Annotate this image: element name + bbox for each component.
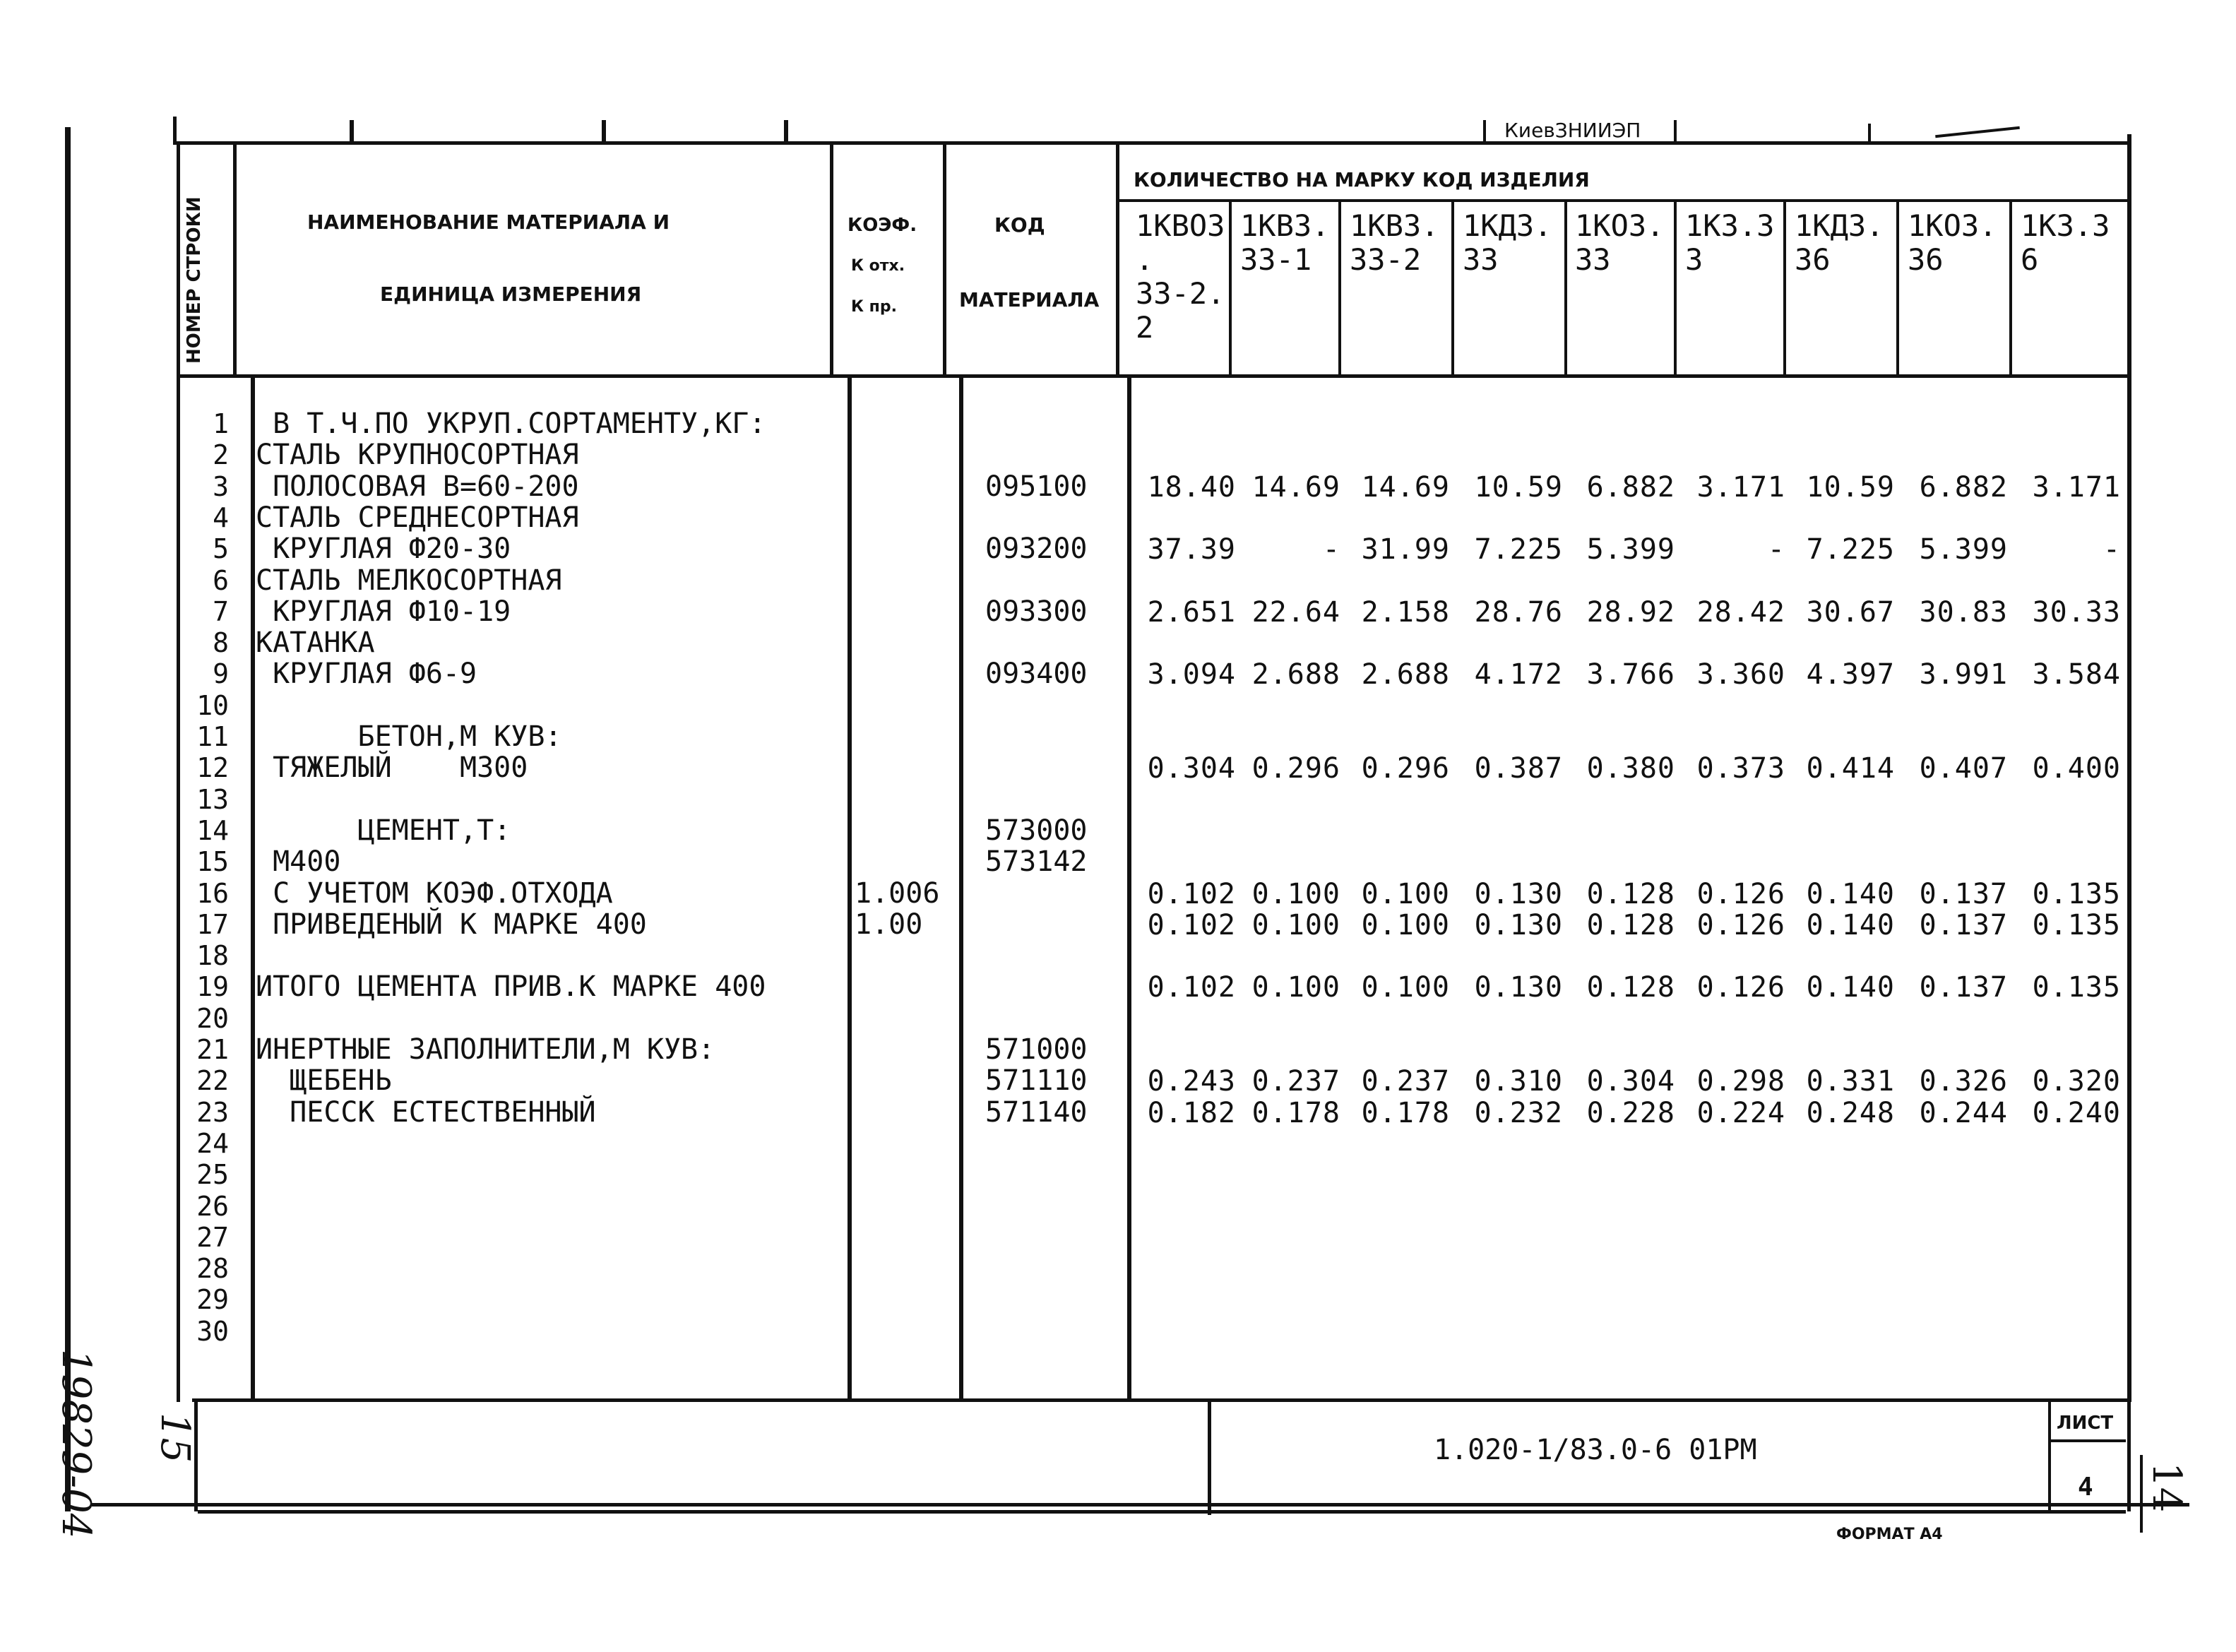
row-number: 29 (196, 1284, 229, 1316)
quantity-value: 22.64 (1251, 595, 1340, 629)
quantity-value: 0.102 (1147, 877, 1236, 910)
row-number: 12 (196, 752, 229, 784)
quantity-value: 0.407 (1919, 752, 2008, 785)
row-number: 8 (213, 627, 229, 659)
quantity-value: 0.400 (2032, 752, 2121, 785)
quantity-value: 3.171 (2032, 470, 2121, 504)
quantity-value: 6.882 (1586, 470, 1675, 504)
quantity-value: 2.688 (1251, 658, 1340, 691)
quantity-value: 0.126 (1696, 971, 1785, 1004)
material-name: ИТОГО ЦЕМЕНТА ПРИВ.К МАРКЕ 400 (256, 970, 766, 1004)
sheet-label: ЛИСТ (2057, 1413, 2114, 1434)
outer-bottom-border (92, 1503, 2189, 1507)
product-column-header-line: 33-2. (1136, 276, 1225, 311)
quantity-value: 0.137 (1919, 877, 2008, 910)
row-number-header: НОМЕР СТРОКИ (184, 196, 205, 364)
product-column-header (2021, 209, 2110, 277)
material-name: СТАЛЬ СРЕДНЕСОРТНАЯ (256, 501, 579, 534)
row-number: 9 (213, 658, 229, 690)
quantity-value: 0.296 (1251, 752, 1340, 785)
quantity-value: 30.67 (1806, 595, 1895, 629)
quantity-value: 0.298 (1696, 1065, 1785, 1098)
row-number: 28 (196, 1253, 229, 1285)
quantity-value: 3.991 (1919, 658, 2008, 691)
row-number: 22 (196, 1065, 229, 1097)
product-column-header-line: 36 (1795, 242, 1831, 277)
name-header-line1: НАИМЕНОВАНИЕ МАТЕРИАЛА И (307, 210, 670, 234)
quantity-value: 4.172 (1474, 658, 1563, 691)
quantity-value: 0.100 (1361, 971, 1450, 1004)
product-column-header (1908, 209, 1997, 277)
quantity-value: 2.158 (1361, 595, 1450, 629)
koef-value: 1.006 (855, 876, 940, 910)
row-number: 21 (196, 1034, 229, 1065)
product-column-header (1463, 209, 1552, 277)
row-number: 18 (196, 940, 229, 972)
quantity-value: 5.399 (1586, 533, 1675, 566)
quantity-value: 0.130 (1474, 877, 1563, 910)
product-column-header (1685, 209, 1774, 277)
quantity-value: 2.651 (1147, 595, 1236, 629)
product-column-header-line: 1К3.3 (2021, 208, 2110, 243)
material-code: 571140 (985, 1095, 1088, 1129)
row-number: 23 (196, 1096, 229, 1128)
row-number: 2 (213, 439, 229, 471)
quantity-value: - (1322, 533, 1340, 566)
material-name: ТЯЖЕЛЫЙ М300 (256, 751, 528, 785)
product-column-header-line: 1КД3. (1795, 208, 1884, 243)
quantity-value: 0.135 (2032, 877, 2121, 910)
row-number: 30 (196, 1315, 229, 1347)
quantity-value: 0.126 (1696, 877, 1785, 910)
material-code: 571110 (985, 1064, 1088, 1098)
product-column-header (1136, 209, 1225, 345)
product-column-header (1240, 209, 1329, 277)
product-column-header-line: 33 (1463, 242, 1499, 277)
row-number: 13 (196, 783, 229, 815)
product-column-header-line: 1КВО3 (1136, 208, 1225, 243)
product-column-header-line: 1КО3. (1908, 208, 1997, 243)
quantity-value: 0.100 (1251, 908, 1340, 941)
quantity-value: 0.304 (1586, 1065, 1675, 1098)
product-column-header-line: . (1136, 242, 1154, 277)
row-number: 27 (196, 1221, 229, 1253)
row-number: 19 (196, 971, 229, 1003)
quantity-value: 0.237 (1361, 1065, 1450, 1098)
row-number: 20 (196, 1002, 229, 1034)
koef-header: КОЭФ. (848, 215, 917, 236)
koef-pr-header: К пр. (851, 298, 897, 316)
material-code: 095100 (985, 470, 1088, 503)
quantity-value: 0.100 (1251, 971, 1340, 1004)
quantity-value: 0.232 (1474, 1096, 1563, 1129)
row-number: 15 (196, 846, 229, 878)
quantity-value: 0.178 (1251, 1096, 1340, 1129)
quantity-value: 0.130 (1474, 971, 1563, 1004)
row-number: 17 (196, 908, 229, 940)
quantity-value: 18.40 (1147, 470, 1236, 504)
quantity-value: 0.320 (2032, 1065, 2121, 1098)
material-name: КРУГЛАЯ Ф20-30 (256, 533, 511, 566)
quantity-value: 3.766 (1586, 658, 1675, 691)
product-column-header-line: 6 (2021, 242, 2039, 277)
material-code: 093400 (985, 658, 1088, 691)
quantity-value: 0.140 (1806, 971, 1895, 1004)
qty-title: КОЛИЧЕСТВО НА МАРКУ КОД ИЗДЕЛИЯ (1134, 168, 1590, 191)
quantity-value: 31.99 (1361, 533, 1450, 566)
quantity-value: 0.137 (1919, 908, 2008, 941)
quantity-value: 28.76 (1474, 595, 1563, 629)
quantity-value: 0.240 (2032, 1096, 2121, 1129)
product-column-header-line: 33 (1575, 242, 1611, 277)
quantity-value: 10.59 (1474, 470, 1563, 504)
outer-left-border (65, 127, 71, 1511)
row-number: 4 (213, 501, 229, 533)
material-code: 093300 (985, 595, 1088, 628)
product-column-header-line: 1КВ3. (1350, 208, 1439, 243)
quantity-value: 6.882 (1919, 470, 2008, 504)
row-number: 7 (213, 595, 229, 627)
quantity-value: 0.135 (2032, 971, 2121, 1004)
quantity-value: 0.126 (1696, 908, 1785, 941)
row-number: 16 (196, 877, 229, 909)
name-header-line2: ЕДИНИЦА ИЗМЕРЕНИЯ (380, 283, 642, 306)
quantity-value: 0.178 (1361, 1096, 1450, 1129)
code-header-material: МАТЕРИАЛА (959, 288, 1100, 311)
right-edge-mark (2140, 1455, 2143, 1533)
row-number: 11 (196, 721, 229, 752)
quantity-value: 10.59 (1806, 470, 1895, 504)
quantity-value: - (1767, 533, 1785, 566)
row-number: 3 (213, 470, 229, 502)
quantity-value: 5.399 (1919, 533, 2008, 566)
quantity-value: 0.224 (1696, 1096, 1785, 1129)
quantity-value: 0.373 (1696, 752, 1785, 785)
quantity-value: 3.171 (1696, 470, 1785, 504)
row-number: 14 (196, 814, 229, 846)
material-name: ИНЕРТНЫЕ ЗАПОЛНИТЕЛИ,М КУВ: (256, 1033, 715, 1066)
quantity-value: 0.387 (1474, 752, 1563, 785)
quantity-value: 0.243 (1147, 1065, 1236, 1098)
row-number: 1 (213, 408, 229, 439)
quantity-value: 0.100 (1251, 877, 1340, 910)
product-column-header-line: 1К3.3 (1685, 208, 1775, 243)
quantity-value: 0.296 (1361, 752, 1450, 785)
material-name: В Т.Ч.ПО УКРУП.СОРТАМЕНТУ,КГ: (256, 408, 766, 440)
quantity-value: 0.128 (1586, 877, 1675, 910)
product-column-header (1350, 209, 1439, 277)
quantity-value: 4.397 (1806, 658, 1895, 691)
quantity-value: 37.39 (1147, 533, 1236, 566)
quantity-value: 0.140 (1806, 908, 1895, 941)
quantity-value: 0.310 (1474, 1065, 1563, 1098)
quantity-value: 28.92 (1586, 595, 1675, 629)
material-code: 573000 (985, 814, 1088, 847)
product-column-header-line: 33-2 (1350, 242, 1422, 277)
quantity-value: 0.128 (1586, 971, 1675, 1004)
quantity-value: 3.360 (1696, 658, 1785, 691)
quantity-value: 0.414 (1806, 752, 1895, 785)
product-column-header-line: 2 (1136, 310, 1154, 345)
quantity-value: 0.326 (1919, 1065, 2008, 1098)
material-name: СТАЛЬ КРУПНОСОРТНАЯ (256, 439, 579, 472)
material-name: ПОЛОСОВАЯ В=60-200 (256, 470, 579, 503)
margin-page: 15 (152, 1413, 198, 1463)
material-name: БЕТОН,М КУВ: (256, 720, 562, 753)
product-column-header-line: 1КД3. (1463, 208, 1552, 243)
row-number: 26 (196, 1190, 229, 1222)
quantity-value: 0.228 (1586, 1096, 1675, 1129)
quantity-value: 0.137 (1919, 971, 2008, 1004)
product-column-header (1795, 209, 1884, 277)
material-name: ПЕССК ЕСТЕСТВЕННЫЙ (256, 1095, 596, 1129)
quantity-value: 0.135 (2032, 908, 2121, 941)
product-column-header-line: 1КО3. (1575, 208, 1665, 243)
row-number: 10 (196, 689, 229, 721)
quantity-value: 14.69 (1361, 470, 1450, 504)
code-header: КОД (994, 213, 1045, 237)
quantity-value: 0.140 (1806, 877, 1895, 910)
row-number: 6 (213, 564, 229, 596)
material-code: 571000 (985, 1033, 1088, 1066)
material-name: КРУГЛАЯ Ф6-9 (256, 658, 477, 691)
right-page-number: 14 (2143, 1462, 2189, 1513)
material-name: ЩЕБЕНЬ (256, 1064, 392, 1098)
quantity-value: 30.83 (1919, 595, 2008, 629)
org-stamp: КиевЗНИИЭП (1504, 119, 1641, 142)
material-code: 093200 (985, 533, 1088, 566)
material-name: С УЧЕТОМ КОЭФ.ОТХОДА (256, 876, 613, 910)
koef-value: 1.00 (855, 908, 923, 941)
sheet-number: 4 (2078, 1473, 2093, 1502)
row-number: 25 (196, 1159, 229, 1191)
quantity-value: 0.182 (1147, 1096, 1236, 1129)
row-number: 24 (196, 1127, 229, 1159)
format-label: ФОРМАТ А4 (1836, 1526, 1943, 1543)
quantity-value: 0.380 (1586, 752, 1675, 785)
quantity-value: 7.225 (1806, 533, 1895, 566)
quantity-value: - (2103, 533, 2121, 566)
quantity-value: 0.130 (1474, 908, 1563, 941)
product-column-header-line: 36 (1908, 242, 1944, 277)
quantity-value: 7.225 (1474, 533, 1563, 566)
material-name: КАТАНКА (256, 626, 375, 660)
product-column-header-line: 33-1 (1240, 242, 1312, 277)
quantity-value: 0.244 (1919, 1096, 2008, 1129)
quantity-value: 0.248 (1806, 1096, 1895, 1129)
quantity-value: 2.688 (1361, 658, 1450, 691)
product-column-header-line: 1КВ3. (1240, 208, 1330, 243)
row-number: 5 (213, 533, 229, 565)
margin-number: 19829-04 (53, 1349, 99, 1539)
quantity-value: 28.42 (1696, 595, 1785, 629)
quantity-value: 3.584 (2032, 658, 2121, 691)
product-column-header-line: 3 (1685, 242, 1703, 277)
quantity-value: 0.304 (1147, 752, 1236, 785)
material-code: 573142 (985, 845, 1088, 879)
quantity-value: 0.100 (1361, 877, 1450, 910)
koef-otx-header: К отх. (851, 257, 905, 275)
material-name: ПРИВЕДЕНЫЙ К МАРКЕ 400 (256, 908, 647, 941)
doc-code: 1.020-1/83.0-6 01РМ (1434, 1434, 1757, 1466)
quantity-value: 0.100 (1361, 908, 1450, 941)
material-name: КРУГЛАЯ Ф10-19 (256, 595, 511, 628)
quantity-value: 0.237 (1251, 1065, 1340, 1098)
quantity-value: 0.331 (1806, 1065, 1895, 1098)
quantity-value: 0.102 (1147, 908, 1236, 941)
material-name: М400 (256, 845, 341, 879)
product-column-header (1575, 209, 1664, 277)
quantity-value: 30.33 (2032, 595, 2121, 629)
material-name: ЦЕМЕНТ,Т: (256, 814, 511, 847)
quantity-value: 0.102 (1147, 971, 1236, 1004)
quantity-value: 14.69 (1251, 470, 1340, 504)
material-name: СТАЛЬ МЕЛКОСОРТНАЯ (256, 564, 562, 597)
quantity-value: 3.094 (1147, 658, 1236, 691)
quantity-value: 0.128 (1586, 908, 1675, 941)
